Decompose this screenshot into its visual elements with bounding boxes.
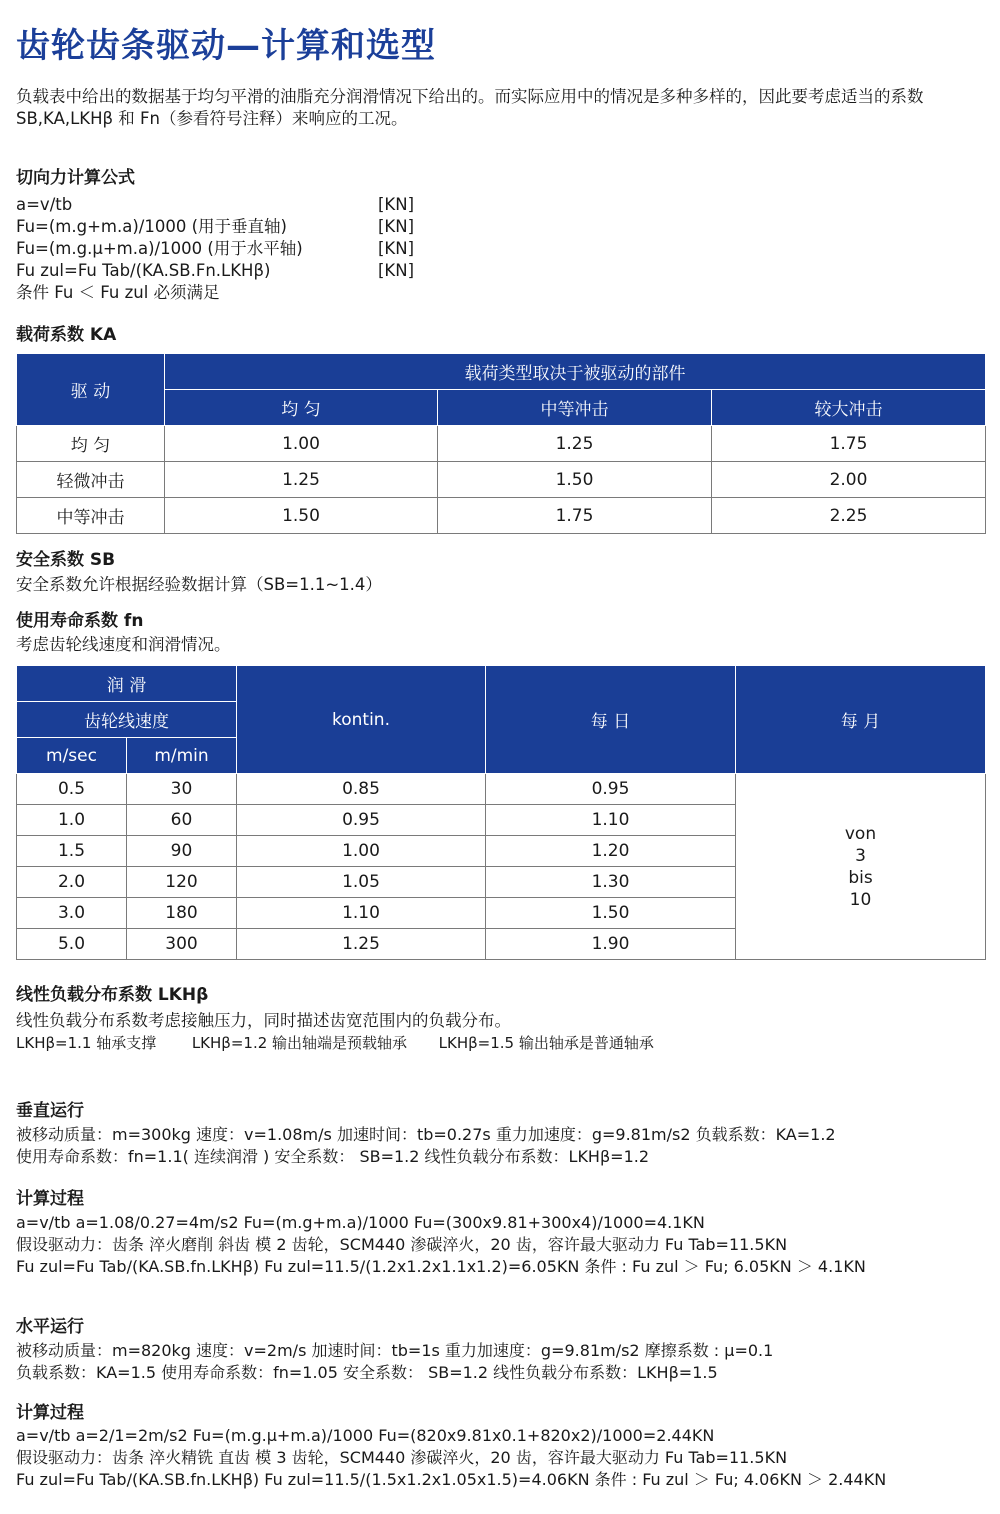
fn-speed-header: 齿轮线速度 [17, 702, 237, 738]
formula-expr: a=v/tb [16, 195, 73, 214]
ka-cell: 1.25 [438, 426, 712, 462]
fn-lube-header: 润 滑 [17, 666, 237, 702]
fn-cell: 120 [127, 867, 237, 898]
formula-row [16, 194, 415, 216]
fn-monthly-line: 3 [855, 845, 866, 866]
fn-cell: 60 [127, 805, 237, 836]
ka-cell: 1.50 [438, 462, 712, 498]
fn-table [16, 665, 986, 960]
fn-monthly-header: 每 月 [736, 666, 986, 774]
formula-unit: [KN] [378, 195, 415, 214]
fn-cell: 1.00 [237, 836, 486, 867]
formula-heading: 切向力计算公式 [16, 168, 135, 188]
vertical-calc-heading: 计算过程 [16, 1189, 84, 1209]
fn-monthly-value [736, 774, 986, 960]
fn-cell: 1.90 [486, 929, 736, 960]
fn-monthly-line: von [844, 823, 877, 844]
fn-text: 考虑齿轮线速度和润滑情况。 [16, 635, 231, 654]
fn-cell: 0.85 [237, 774, 486, 805]
table-row [17, 498, 986, 534]
lkh-item: LKHβ=1.2 输出轴端是预载轴承 [191, 1034, 408, 1052]
formula-unit: [KN] [378, 217, 415, 236]
horizontal-calc-2: 假设驱动力：齿条 淬火精铣 直齿 模 3 齿轮，SCM440 渗碳淬火，20 齿，容许最大驱动力 Fu Tab=11.5KN [16, 1448, 788, 1467]
fn-cell: 1.50 [486, 898, 736, 929]
formula-row [16, 216, 415, 238]
ka-col-header: 均 匀 [165, 390, 438, 426]
formula-expr: Fu zul=Fu Tab/(KA.SB.Fn.LKHβ) [16, 261, 271, 280]
ka-cell: 1.75 [438, 498, 712, 534]
ka-cell: 1.25 [165, 462, 438, 498]
fn-cell: 1.20 [486, 836, 736, 867]
ka-cell: 1.75 [712, 426, 986, 462]
sb-text: 安全系数允许根据经验数据计算（SB=1.1~1.4） [16, 575, 382, 594]
fn-cell: 0.95 [486, 774, 736, 805]
formula-unit: [KN] [378, 261, 415, 280]
table-row [17, 462, 986, 498]
lkh-text: 线性负载分布系数考虑接触压力，同时描述齿宽范围内的负载分布。 [16, 1011, 511, 1030]
formula-expr: Fu=(m.g+m.a)/1000 (用于垂直轴) [16, 217, 287, 236]
ka-row-label: 轻微冲击 [17, 462, 165, 498]
intro-line-1: 负载表中给出的数据基于均匀平滑的油脂充分润滑情况下给出的。而实际应用中的情况是多种多样的，因此要考虑适当的系数 [16, 87, 924, 106]
fn-cell: 1.10 [486, 805, 736, 836]
horizontal-line-2: 负载系数：KA=1.5 使用寿命系数：fn=1.05 安全系数： SB=1.2 线性负载分布系数：LKHβ=1.5 [16, 1363, 718, 1382]
fn-mmin-header: m/min [127, 738, 237, 774]
table-row [17, 774, 986, 805]
fn-cell: 1.5 [17, 836, 127, 867]
fn-daily-header: 每 日 [486, 666, 736, 774]
fn-kontin-header: kontin. [237, 666, 486, 774]
ka-cell: 2.00 [712, 462, 986, 498]
ka-group-header: 载荷类型取决于被驱动的部件 [165, 354, 986, 390]
horizontal-calc-3: Fu zul=Fu Tab/(KA.SB.fn.LKHβ) Fu zul=11.5/(1.5x1.2x1.05x1.5)=4.06KN 条件 : Fu zul ＞ Fu; 4.06KN ＞ 2.44KN [16, 1470, 887, 1489]
formula-unit: [KN] [378, 239, 415, 258]
fn-cell: 1.30 [486, 867, 736, 898]
formula-row [16, 238, 415, 260]
fn-cell: 2.0 [17, 867, 127, 898]
horizontal-calc-heading: 计算过程 [16, 1403, 84, 1423]
fn-cell: 300 [127, 929, 237, 960]
vertical-calc-1: a=v/tb a=1.08/0.27=4m/s2 Fu=(m.g+m.a)/1000 Fu=(300x9.81+300x4)/1000=4.1KN [16, 1213, 705, 1232]
vertical-line-1: 被移动质量：m=300kg 速度：v=1.08m/s 加速时间：tb=0.27s 重力加速度：g=9.81m/s2 负载系数：KA=1.2 [16, 1125, 836, 1144]
formula-expr: Fu=(m.g.μ+m.a)/1000 (用于水平轴) [16, 239, 303, 258]
fn-cell: 1.05 [237, 867, 486, 898]
fn-msec-header: m/sec [17, 738, 127, 774]
ka-row-label: 中等冲击 [17, 498, 165, 534]
ka-heading: 载荷系数 KA [16, 325, 117, 345]
ka-row-label: 均 匀 [17, 426, 165, 462]
ka-cell: 1.50 [165, 498, 438, 534]
fn-cell: 1.25 [237, 929, 486, 960]
vertical-heading: 垂直运行 [16, 1101, 84, 1121]
fn-cell: 90 [127, 836, 237, 867]
horizontal-heading: 水平运行 [16, 1317, 84, 1337]
vertical-calc-3: Fu zul=Fu Tab/(KA.SB.fn.LKHβ) Fu zul=11.5/(1.2x1.2x1.1x1.2)=6.05KN 条件 : Fu zul ＞ Fu; 6.05KN ＞ 4.1KN [16, 1257, 866, 1276]
table-row [17, 426, 986, 462]
fn-monthly-line: bis [848, 867, 873, 888]
lkh-heading: 线性负载分布系数 LKHβ [16, 985, 209, 1005]
horizontal-calc-1: a=v/tb a=2/1=2m/s2 Fu=(m.g.μ+m.a)/1000 Fu=(820x9.81x0.1+820x2)/1000=2.44KN [16, 1426, 715, 1445]
lkh-items [16, 1032, 654, 1054]
horizontal-line-1: 被移动质量：m=820kg 速度：v=2m/s 加速时间：tb=1s 重力加速度：g=9.81m/s2 摩擦系数 : μ=0.1 [16, 1341, 774, 1360]
fn-cell: 1.0 [17, 805, 127, 836]
page-title: 齿轮齿条驱动—计算和选型 [16, 26, 436, 66]
ka-cell: 1.00 [165, 426, 438, 462]
fn-monthly-line: 10 [849, 889, 872, 910]
intro-line-2: SB,KA,LKHβ 和 Fn（参看符号注释）来响应的工况。 [16, 109, 408, 128]
fn-cell: 30 [127, 774, 237, 805]
formula-row [16, 260, 415, 282]
fn-cell: 0.95 [237, 805, 486, 836]
ka-col-header: 中等冲击 [438, 390, 712, 426]
ka-table [16, 353, 986, 534]
fn-cell: 3.0 [17, 898, 127, 929]
lkh-item: LKHβ=1.5 输出轴承是普通轴承 [438, 1034, 654, 1052]
fn-cell: 5.0 [17, 929, 127, 960]
ka-col-header: 较大冲击 [712, 390, 986, 426]
fn-cell: 0.5 [17, 774, 127, 805]
vertical-line-2: 使用寿命系数：fn=1.1( 连续润滑 ) 安全系数： SB=1.2 线性负载分布系数：LKHβ=1.2 [16, 1147, 650, 1166]
fn-cell: 1.10 [237, 898, 486, 929]
lkh-item: LKHβ=1.1 轴承支撑 [16, 1034, 157, 1052]
formula-condition: 条件 Fu ＜ Fu zul 必须满足 [16, 283, 220, 302]
fn-cell: 180 [127, 898, 237, 929]
sb-heading: 安全系数 SB [16, 550, 116, 570]
fn-heading: 使用寿命系数 fn [16, 611, 144, 631]
vertical-calc-2: 假设驱动力：齿条 淬火磨削 斜齿 模 2 齿轮，SCM440 渗碳淬火，20 齿，容许最大驱动力 Fu Tab=11.5KN [16, 1235, 788, 1254]
ka-drive-header: 驱 动 [17, 354, 165, 426]
ka-cell: 2.25 [712, 498, 986, 534]
